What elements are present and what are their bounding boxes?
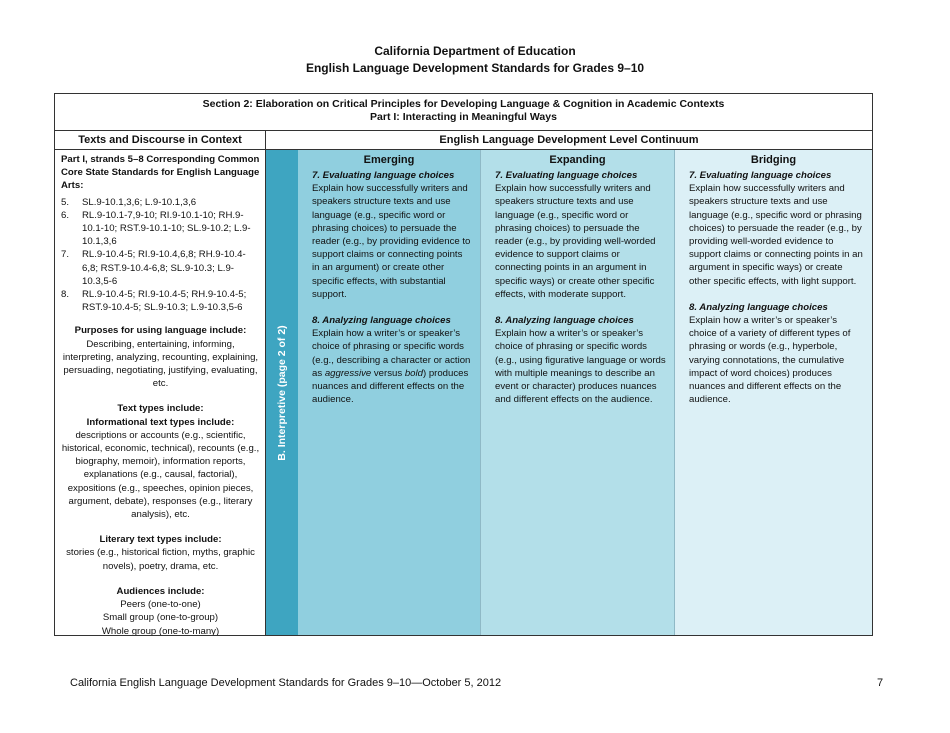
level-emerging-cell (298, 150, 481, 635)
emerging-item8-emphasis-2: bold (404, 367, 423, 379)
level-bridging-cell (675, 150, 872, 635)
literary-heading: Literary text types include: (99, 534, 222, 546)
expanding-item8-text: Explain how a writer’s or speaker’s choice of phrasing or specific words (e.g., using figurative language or words with multiple meanings to describe an event or character) produces nuances and different effects on the audience. (495, 328, 666, 406)
bridging-item8-text: Explain how a writer’s or speaker’s choice of a variety of different types of phrasing or words (e.g., hyperbole, varying connotations, the cumulative impact of word choices) produces nuances and different effects on the audience. (689, 315, 851, 406)
column-header-continuum: English Language Development Level Continuum (266, 131, 872, 150)
emerging-item8-emphasis-1: aggressive (324, 367, 372, 379)
strand-text: RL.9-10.4-5; RI.9-10.4,6,8; RH.9-10.4-6,8; RST.9-10.4-6,8; SL.9-10.3; L.9-10.3,5-6 (82, 249, 246, 287)
expanding-item7-title: 7. Evaluating language choices (495, 170, 638, 181)
informational-heading: Informational text types include: (86, 416, 235, 428)
literary-text: stories (e.g., historical fiction, myths, graphic novels), poetry, drama, etc. (66, 547, 255, 572)
section-title: Section 2: Elaboration on Critical Principles for Developing Language & Cognition in Academic Contexts (202, 98, 725, 110)
section-part: Part I: Interacting in Meaningful Ways (370, 111, 557, 123)
audiences-heading: Audiences include: (116, 585, 205, 597)
level-title-bridging: Bridging (750, 154, 797, 166)
document-title: California Department of Education (374, 44, 576, 58)
document-subtitle: English Language Development Standards for Grades 9–10 (305, 61, 645, 75)
audience-item: Whole group (one-to-many) (101, 625, 220, 635)
level-title-expanding: Expanding (549, 154, 606, 166)
interpretive-band (266, 150, 298, 635)
page-number: 7 (877, 677, 884, 689)
strand-item (61, 209, 260, 249)
emerging-item8-title: 8. Analyzing language choices (312, 315, 451, 327)
text-types-heading: Text types include: (117, 403, 204, 415)
footer-text: California English Language Development Standards for Grades 9–10—October 5, 2012 (70, 677, 502, 689)
strands-heading: Part I, strands 5–8 Corresponding Common Core State Standards for English Language Arts: (61, 154, 260, 192)
strand-text: RL.9-10.1-7,9-10; RI.9-10.1-10; RH.9-10.1-10; RST.9-10.1-10; SL.9-10.2; L.9-10.1,3,6 (82, 209, 251, 248)
strands-list (61, 196, 260, 315)
strand-item (61, 196, 260, 209)
strand-number: 6. (61, 209, 70, 221)
bridging-item8-title: 8. Analyzing language choices (689, 301, 828, 313)
strand-item (61, 248, 260, 288)
emerging-item7-title: 7. Evaluating language choices (312, 170, 455, 181)
strand-item (61, 288, 260, 314)
emerging-item8-text-b: versus (371, 367, 405, 379)
strand-number: 7. (61, 249, 70, 261)
strand-text: RL.9-10.4-5; RI.9-10.4-5; RH.9-10.4-5; RST.9-10.4-5; SL.9-10.3; L.9-10.3,5-6 (82, 289, 247, 314)
texts-discourse-cell (55, 150, 266, 635)
emerging-item8-text (312, 327, 472, 406)
level-title-emerging: Emerging (363, 154, 415, 166)
bridging-item7-text: Explain how successfully writers and speakers structure texts and use language (e.g., specific word or phrasing choices) to persuade the reader (e.g., by providing well-worded evidence to support claims or connecting points in an argument in specific ways) or create other specific effects, with light support. (689, 183, 863, 287)
bridging-item7-title: 7. Evaluating language choices (689, 170, 832, 181)
strand-number: 5. (61, 196, 70, 208)
column-header-texts: Texts and Discourse in Context (55, 131, 266, 150)
section-heading (55, 94, 872, 131)
audience-item: Peers (one-to-one) (120, 599, 201, 611)
expanding-item7-text: Explain how successfully writers and speakers structure texts and use language (e.g., specific word or phrasing choices) to persuade the reader (e.g., by providing well-worded evidence to support claims or connecting points in an argument in specific ways) or create other specific effects, with moderate support. (495, 183, 656, 300)
strand-text: SL.9-10.1,3,6; L.9-10.1,3,6 (82, 196, 197, 208)
emerging-item8-text-c: ) produces nuances and different effects on the audience. (312, 367, 469, 406)
emerging-item7-text: Explain how successfully writers and speakers structure texts and use language (e.g., specific word or phrasing choices) to persuade the reader (e.g., by providing evidence to support claims or connecting points in an argument) or create other specific effects, with substantial support. (312, 183, 471, 300)
audience-item: Small group (one-to-group) (102, 612, 219, 624)
expanding-item8-title: 8. Analyzing language choices (495, 315, 634, 327)
interpretive-label: B. Interpretive (page 2 of 2) (276, 324, 288, 461)
level-expanding-cell (481, 150, 675, 635)
informational-text: descriptions or accounts (e.g., scientific, historical, economic, technical), recounts (e.g., biography, memoir), information reports, explanations (e.g., causal, factorial), expositions (e.g., speeches, opinion pieces, argument, debate), responses (e.g., literary analysis), etc. (61, 429, 260, 521)
purposes-heading: Purposes for using language include: (74, 325, 247, 337)
purposes-text: Describing, entertaining, informing, interpreting, analyzing, recounting, explaining, persuading, negotiating, justifying, evaluating, etc. (62, 338, 259, 390)
standards-table (54, 93, 873, 636)
strand-number: 8. (61, 289, 70, 301)
emerging-item8-text-a: Explain how a writer’s or speaker’s choice of phrasing or specific words (e.g., describing a character or action as (312, 328, 471, 379)
